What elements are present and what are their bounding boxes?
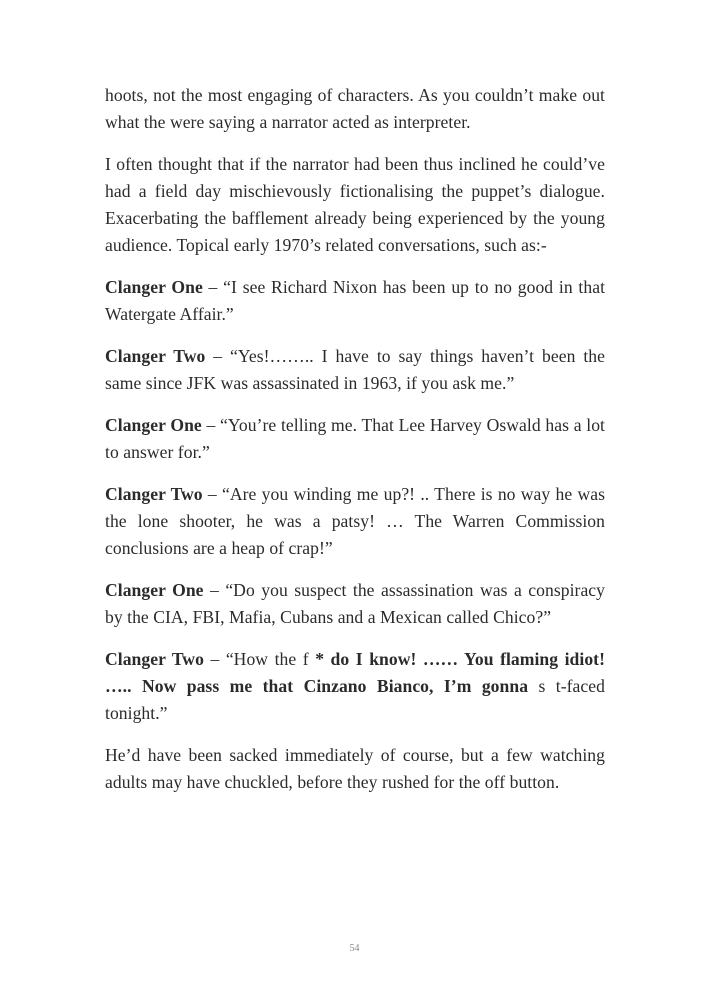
speaker-name: Clanger One xyxy=(105,415,202,435)
dialogue-line-3 xyxy=(105,412,605,466)
dialogue-text-start: “How the f xyxy=(225,649,316,669)
dialogue-text: “Are you winding me up?! .. There is no way he was the lone shooter, he was a patsy! … The Warren Commission conclusions are a heap of crap!” xyxy=(105,484,605,558)
paragraph-closing: He’d have been sacked immediately of course, but a few watching adults may have chuckled, before they rushed for the off button. xyxy=(105,745,605,792)
dialogue-text: “Yes!…….. I have to say things haven’t been the same since JFK was assassinated in 1963, if you ask me.” xyxy=(105,346,605,393)
page-number: 54 xyxy=(349,943,360,954)
speaker-name: Clanger Two xyxy=(105,484,203,504)
dialogue-line-1 xyxy=(105,274,605,328)
dialogue-dash: – xyxy=(205,346,231,366)
dialogue-line-5 xyxy=(105,577,605,631)
dialogue-line-2 xyxy=(105,343,605,397)
dialogue-line-4 xyxy=(105,481,605,562)
dialogue-text: “Do you suspect the assassination was a conspiracy by the CIA, FBI, Mafia, Cubans and a Mexican called Chico?” xyxy=(105,580,606,627)
dialogue-dash: – xyxy=(202,277,224,297)
paragraph-intro: hoots, not the most engaging of characters. As you couldn’t make out what the were saying a narrator acted as interpreter. xyxy=(105,85,605,132)
dialogue-dash: – xyxy=(203,649,226,669)
paragraph-narrator: I often thought that if the narrator had been thus inclined he could’ve had a field day mischievously fictionalising the puppet’s dialogue. Exacerbating the bafflement already being experienced by the young audience. Topical early 1970’s related conversations, such as:- xyxy=(105,154,605,255)
dialogue-line-6 xyxy=(105,646,605,727)
dialogue-dash: – xyxy=(201,415,221,435)
dialogue-text-end: s t-faced tonight.” xyxy=(105,676,605,723)
speaker-name: Clanger Two xyxy=(105,346,206,366)
speaker-name: Clanger Two xyxy=(105,649,204,669)
dialogue-text: “I see Richard Nixon has been up to no good in that Watergate Affair.” xyxy=(105,277,606,324)
dialogue-text: “You’re telling me. That Lee Harvey Oswald has a lot to answer for.” xyxy=(105,415,605,462)
page-body xyxy=(105,82,605,811)
speaker-name: Clanger One xyxy=(105,580,204,600)
speaker-name: Clanger One xyxy=(105,277,203,297)
dialogue-text-bold: * do I know! …… You flaming idiot! ….. Now pass me that Cinzano Bianco, I’m gonna xyxy=(105,649,605,696)
dialogue-dash: – xyxy=(202,484,223,504)
dialogue-dash: – xyxy=(203,580,226,600)
